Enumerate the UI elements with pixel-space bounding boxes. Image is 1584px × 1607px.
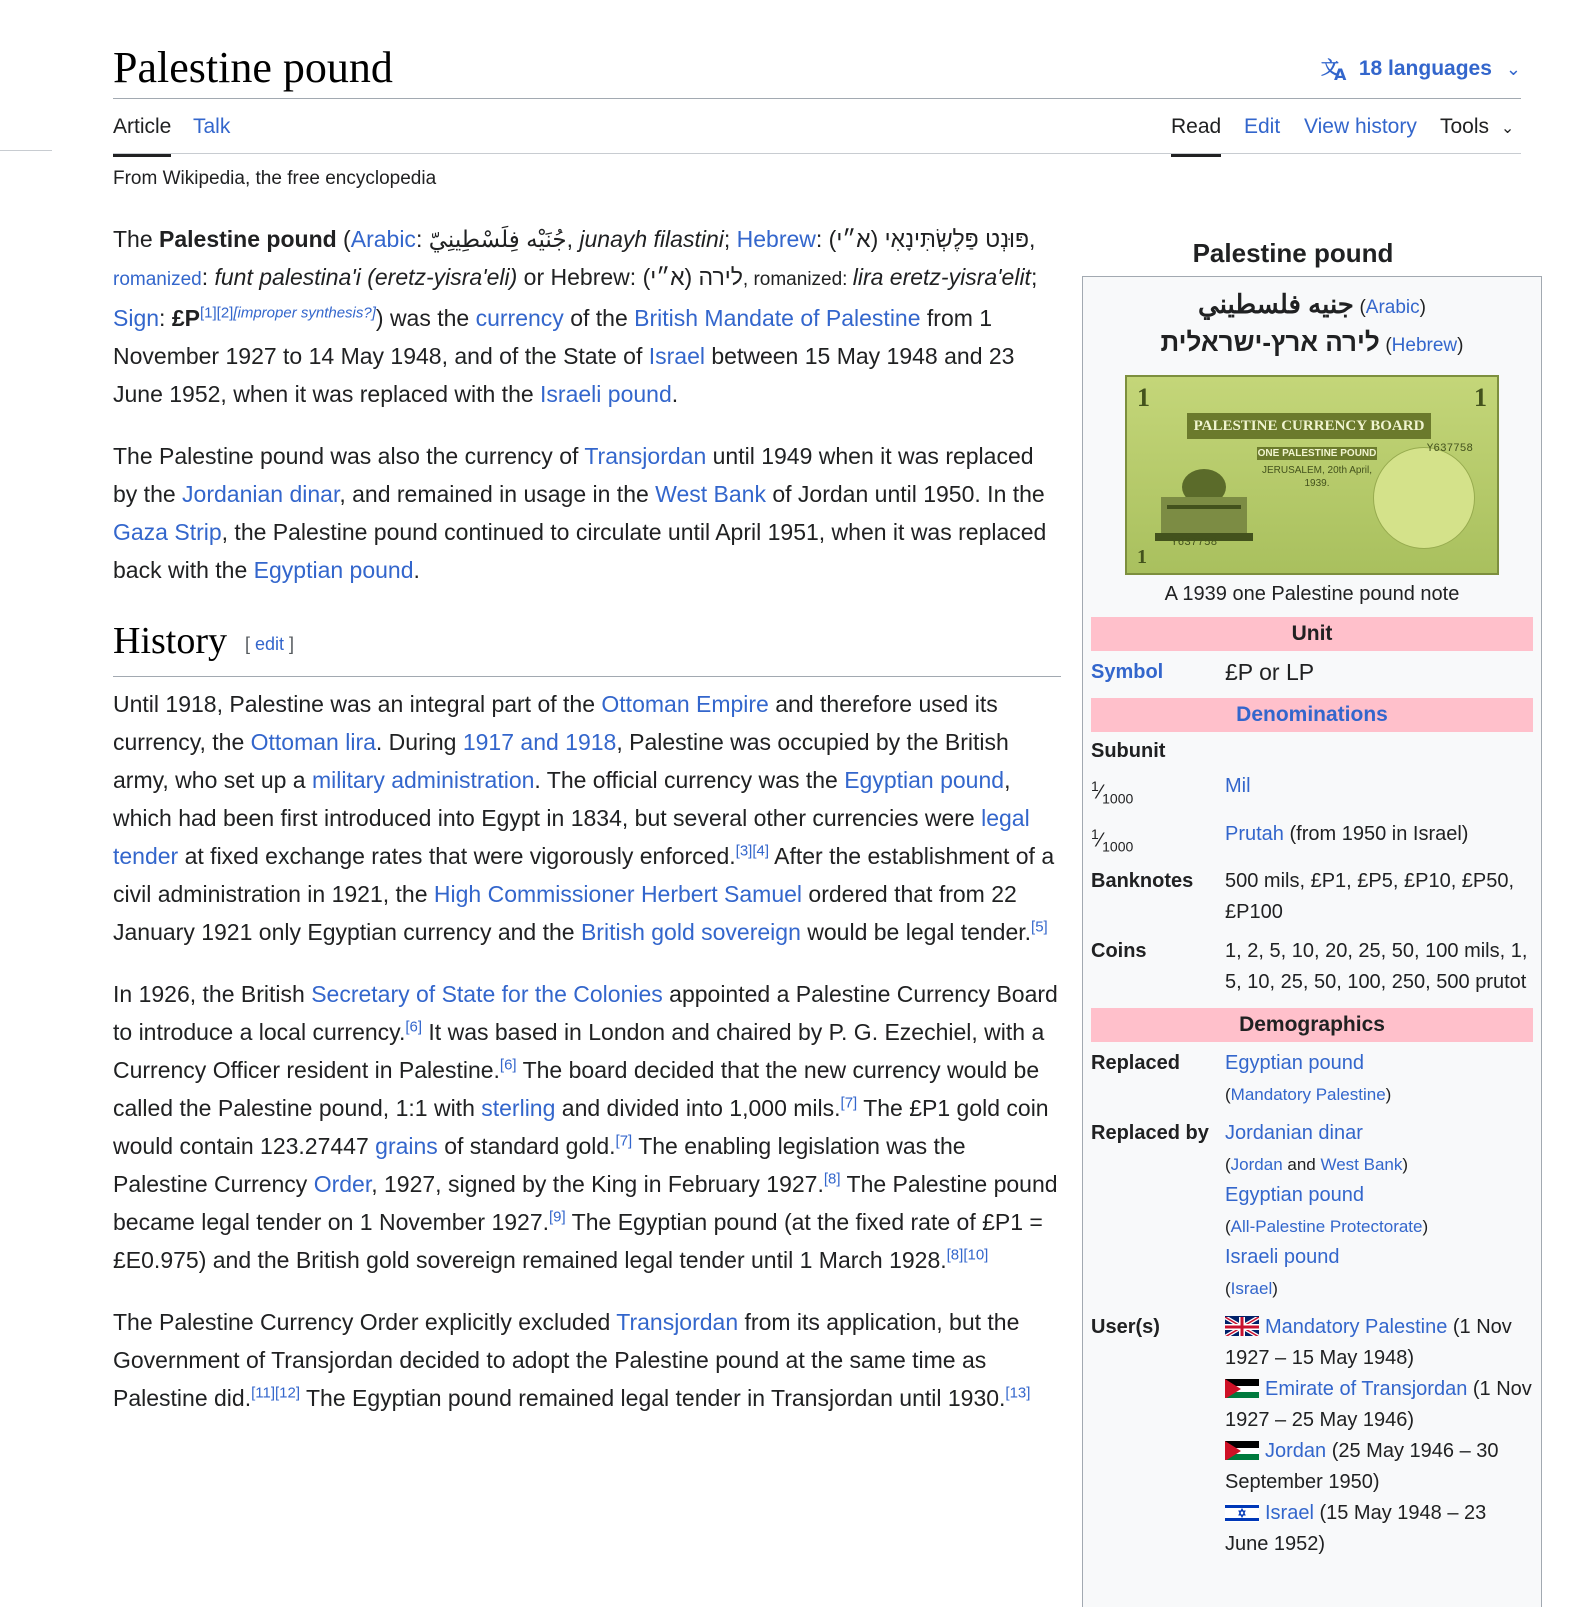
intro-paragraph-1 — [113, 220, 1061, 413]
banknote-board-text: PALESTINE CURRENCY BOARD — [1187, 413, 1431, 439]
replaced-link[interactable]: Egyptian pound — [1225, 1052, 1365, 1075]
arabic-name: جنيه فلسطيني — [1198, 289, 1354, 319]
text: , the Palestine pound continued to circulate until April 1951, when it was replaced back with the — [113, 519, 1047, 583]
text: of Jordan until 1950. In the — [765, 481, 1045, 507]
prutah-link[interactable]: Prutah — [1225, 822, 1284, 845]
text: The board decided that the new currency would be called the Palestine pound, 1:1 with — [113, 1057, 1040, 1122]
banknotes-key: Banknotes — [1091, 870, 1194, 893]
text: In 1926, the British — [113, 981, 312, 1008]
bold-term: Palestine pound — [159, 226, 337, 252]
link-grains[interactable]: grains — [375, 1133, 438, 1160]
transjordan-user-link[interactable]: Emirate of Transjordan — [1265, 1378, 1468, 1401]
jordan-flag-icon — [1225, 1440, 1259, 1460]
section-header-denominations[interactable]: Denominations — [1091, 698, 1533, 732]
text: or Hebrew: לירה (א״י) — [517, 264, 743, 290]
text: . The official currency was the — [534, 767, 845, 794]
citation[interactable]: [5] — [1031, 918, 1048, 936]
native-names: جنيه فلسطيني (Arabic) לירה ארץ-ישראלית (Hebrew) — [1160, 289, 1464, 357]
israel-link[interactable]: Israel — [1230, 1279, 1273, 1299]
tools-label[interactable]: Tools — [1440, 115, 1490, 138]
row-subunit — [1091, 736, 1533, 767]
text: appointed a Palestine Currency Board to introduce a local currency. — [113, 981, 1058, 1046]
banknote-city: JERUSALEM, 20th April, 1939. — [1261, 465, 1373, 489]
text: The £P1 gold coin would contain 123.27447 — [113, 1095, 1049, 1160]
text: ; — [723, 226, 737, 252]
uk-flag-icon — [1225, 1316, 1259, 1336]
israeli-pound-link[interactable]: Israeli pound — [1225, 1246, 1340, 1269]
text: ( — [336, 226, 351, 252]
text: from 1 November 1927 to 14 May 1948, and of the State of — [113, 305, 993, 369]
language-count[interactable]: 18 languages — [1358, 57, 1492, 80]
arabic-label-link[interactable]: Arabic — [1365, 297, 1420, 318]
mandatory-palestine-user-link[interactable]: Mandatory Palestine — [1265, 1316, 1448, 1339]
text: and therefore used its currency, the — [113, 691, 998, 756]
text: The Egyptian pound remained legal tender in Transjordan until 1930. — [300, 1385, 1006, 1412]
hebrew-label-link[interactable]: Hebrew — [1391, 335, 1458, 356]
banknote-center-text — [1257, 447, 1377, 490]
infobox-title: Palestine pound — [1192, 238, 1394, 268]
image-caption: A 1939 one Palestine pound note — [1164, 583, 1460, 605]
link-gold-sovereign[interactable]: British gold sovereign — [580, 919, 801, 946]
link-order[interactable]: Order — [313, 1171, 372, 1198]
row-replaced-by: Replaced by Jordanian dinar (Jordan and West Bank) Egyptian pound (All-Palestine Protectorate) Israeli pound (Israel) — [1091, 1118, 1533, 1304]
tab-read[interactable]: Read — [1171, 110, 1221, 157]
text: and — [1282, 1155, 1321, 1175]
west-bank-link[interactable]: West Bank — [1320, 1155, 1403, 1175]
mandatory-palestine-link[interactable]: Mandatory Palestine — [1230, 1085, 1386, 1105]
section-title: History — [113, 620, 227, 662]
text: of standard gold. — [437, 1133, 616, 1160]
link-israel[interactable]: Israel — [648, 343, 705, 369]
text: ) was the — [375, 305, 476, 331]
israel-user-link[interactable]: Israel — [1265, 1502, 1314, 1525]
link-herbert-samuel[interactable]: High Commissioner Herbert Samuel — [433, 881, 803, 908]
section-heading-history — [113, 613, 1061, 677]
symbol-value: £P or LP — [1225, 659, 1315, 685]
text: : — [201, 264, 215, 290]
tools-menu[interactable] — [1440, 110, 1514, 154]
text: , 1927, signed by the King in February 1927. — [371, 1171, 824, 1198]
section-header-unit: Unit — [1091, 617, 1533, 651]
sidebar-divider — [0, 150, 52, 151]
text: , and remained in usage in the — [339, 481, 656, 507]
link-west-bank[interactable]: West Bank — [655, 481, 766, 507]
text: between 15 May 1948 and 23 June 1952, when it was replaced with the — [113, 343, 1015, 407]
row-replaced: Replaced Egyptian pound (Mandatory Palestine) — [1091, 1048, 1533, 1110]
mil-link[interactable]: Mil — [1225, 775, 1251, 797]
row-banknotes — [1091, 866, 1533, 928]
text: , which had been first introduced into Egypt in 1834, but several other currencies were — [113, 767, 1011, 832]
coins-value: 1, 2, 5, 10, 20, 25, 50, 100 mils, 1, 5, 10, 25, 50, 100, 250, 500 prutot — [1225, 940, 1528, 994]
link-israeli-pound[interactable]: Israeli pound — [540, 381, 672, 407]
language-selector[interactable] — [1321, 52, 1521, 86]
link-military-administration[interactable]: military administration — [312, 767, 535, 794]
user-dates: (25 May 1946 – 30 September 1950) — [1225, 1440, 1499, 1494]
link-sterling[interactable]: sterling — [481, 1095, 556, 1122]
history-paragraph-2 — [113, 975, 1061, 1279]
link-gaza-strip[interactable]: Gaza Strip — [113, 519, 222, 545]
section-edit: [ edit ] — [245, 634, 295, 655]
user-dates: (1 Nov 1927 – 25 May 1946) — [1225, 1378, 1532, 1432]
dome-of-the-rock-illustration — [1149, 457, 1259, 547]
row-prutah — [1091, 819, 1533, 863]
text: The Palestine pound was also the currency of — [113, 443, 585, 469]
banknotes-value: 500 mils, £P1, £P5, £P10, £P50, £P100 — [1225, 870, 1515, 924]
arabic-romanization: junayh filastini — [579, 226, 724, 252]
link-currency[interactable]: currency — [475, 305, 564, 331]
jordan-user-link[interactable]: Jordan — [1265, 1440, 1327, 1463]
fraction-den: 1000 — [1102, 790, 1134, 807]
banknote-image[interactable] — [1125, 375, 1499, 575]
citation[interactable]: [7] — [615, 1132, 633, 1150]
edit-section-link[interactable]: edit — [255, 634, 285, 655]
citation[interactable]: [6] — [405, 1018, 423, 1036]
tab-article[interactable]: Article — [113, 110, 171, 157]
text: and divided into 1,000 mils. — [555, 1095, 841, 1122]
text: . — [671, 381, 679, 407]
text: of the — [563, 305, 635, 331]
title-divider — [113, 98, 1521, 99]
user-dates: (1 Nov 1927 – 15 May 1948) — [1225, 1316, 1512, 1370]
chevron-down-icon[interactable]: ⌄ — [1505, 58, 1521, 79]
transjordan-flag-icon — [1225, 1378, 1259, 1398]
history-paragraph-1 — [113, 685, 1061, 951]
citation[interactable]: [7] — [840, 1094, 858, 1112]
fraction-num: 1 — [1091, 825, 1099, 842]
infobox — [1082, 276, 1542, 1607]
citation[interactable]: [1][2] — [199, 304, 234, 322]
translate-icon — [1321, 56, 1351, 82]
replaced-key: Replaced — [1091, 1052, 1180, 1075]
text: The Palestine pound became legal tender on 1 November 1927. — [113, 1171, 1058, 1236]
link-british-mandate[interactable]: British Mandate of Palestine — [634, 305, 921, 331]
citation[interactable]: [8][10] — [946, 1246, 989, 1264]
text: . During — [375, 729, 463, 756]
page-title: Palestine pound — [113, 43, 393, 92]
chevron-down-icon[interactable]: ⌄ — [1500, 120, 1515, 137]
link-arabic[interactable]: Arabic — [350, 226, 416, 252]
text: , Palestine was occupied by the British army, who set up a — [113, 729, 1009, 794]
replaced-by-key: Replaced by — [1091, 1122, 1209, 1145]
jordan-link[interactable]: Jordan — [1230, 1155, 1283, 1175]
coins-key: Coins — [1091, 940, 1147, 963]
text: ; — [1030, 264, 1038, 290]
link-sign[interactable]: Sign — [113, 305, 160, 331]
fraction: $^1⁄_{1000}$ — [1091, 825, 1134, 855]
banknote-serial: Y637758 — [1171, 537, 1218, 549]
text: The — [113, 226, 160, 252]
text: until 1949 when it was replaced by the — [113, 443, 1034, 507]
intro-paragraph-2 — [113, 437, 1061, 589]
watermark-circle — [1373, 447, 1475, 549]
text: ordered that from 22 January 1921 only Egyptian currency and the — [113, 881, 1017, 946]
article-body — [113, 220, 1061, 1441]
banknote-value: ONE PALESTINE POUND — [1257, 448, 1377, 459]
text: After the establishment of a civil administration in 1921, the — [113, 843, 1055, 908]
link-hebrew[interactable]: Hebrew — [736, 226, 816, 252]
text: from its application, but the Government of Transjordan decided to adopt the Palestine pound at the same time as Palestine did. — [113, 1309, 1020, 1412]
tab-edit[interactable]: Edit — [1244, 115, 1281, 138]
svg-text:A: A — [1333, 65, 1347, 82]
all-palestine-link[interactable]: All-Palestine Protectorate — [1230, 1217, 1423, 1237]
link-1917-1918[interactable]: 1917 and 1918 — [462, 729, 617, 756]
text: The Egyptian pound (at the fixed rate of £P1 = £E0.975) and the British gold sovereign remained legal tender until 1 March 1928. — [113, 1209, 1043, 1274]
text: : — [159, 305, 172, 331]
link-egyptian-pound[interactable]: Egyptian pound — [844, 767, 1005, 794]
history-paragraph-3 — [113, 1303, 1061, 1417]
citation[interactable]: [3][4] — [735, 842, 770, 860]
row-mil — [1091, 771, 1533, 815]
citation[interactable]: [13] — [1005, 1384, 1031, 1402]
text: The enabling legislation was the Palestine Currency — [113, 1133, 966, 1198]
citation[interactable]: [8] — [823, 1170, 841, 1188]
corner-numeral: 1 — [1474, 383, 1487, 412]
fraction: $^1⁄_{1000}$ — [1091, 778, 1134, 807]
banknote-serial: Y637758 — [1426, 443, 1473, 455]
corner-numeral: 1 — [1137, 383, 1150, 412]
row-symbol — [1091, 657, 1533, 688]
citation[interactable]: [9] — [549, 1208, 566, 1226]
text: would be legal tender. — [800, 919, 1032, 946]
link-transjordan[interactable]: Transjordan — [616, 1309, 739, 1336]
link-ottoman-empire[interactable]: Ottoman Empire — [601, 691, 769, 718]
egyptian-pound-link[interactable]: Egyptian pound — [1225, 1184, 1365, 1207]
symbol-key-link[interactable]: Symbol — [1091, 661, 1164, 683]
improper-synthesis-tag[interactable]: [improper synthesis?] — [233, 304, 376, 322]
currency-sign: £P — [171, 305, 200, 331]
text: , — [1029, 226, 1036, 252]
text: The Palestine Currency Order explicitly excluded — [113, 1309, 617, 1336]
link-secretary-of-state[interactable]: Secretary of State for the Colonies — [311, 981, 663, 1008]
hebrew-romanization: funt palestina'i (eretz-yisra'eli) — [214, 264, 518, 290]
site-tagline: From Wikipedia, the free encyclopedia — [113, 168, 437, 189]
israel-flag-icon — [1225, 1502, 1259, 1522]
users-key: User(s) — [1091, 1316, 1160, 1339]
tabs-divider — [113, 153, 1521, 154]
hebrew-romanization-2: lira eretz-yisra'elit — [852, 264, 1031, 290]
hebrew-text: : פּוּנְט פַּלֶשְׂתִּינָאִי (א״י) — [815, 226, 1030, 252]
link-legal-tender[interactable]: legal tender — [113, 805, 1030, 870]
fraction-den: 1000 — [1102, 838, 1134, 855]
citation[interactable]: [11][12] — [251, 1384, 301, 1402]
link-ottoman-lira[interactable]: Ottoman lira — [250, 729, 376, 756]
hebrew-name: לירה ארץ-ישראלית — [1160, 327, 1380, 357]
text: Until 1918, Palestine was an integral part of the — [113, 691, 602, 718]
corner-numeral: 1 — [1137, 546, 1147, 568]
link-jordanian-dinar[interactable]: Jordanian dinar — [182, 481, 340, 507]
row-users — [1091, 1312, 1533, 1560]
text: , romanized: — [742, 269, 853, 290]
prutah-note: (from 1950 in Israel) — [1283, 822, 1469, 845]
svg-text:文: 文 — [1320, 58, 1339, 79]
link-egyptian-pound[interactable]: Egyptian pound — [253, 557, 414, 583]
section-header-demographics: Demographics — [1091, 1008, 1533, 1042]
subunit-key: Subunit — [1091, 740, 1166, 762]
link-romanized[interactable]: romanized — [113, 269, 202, 290]
text: at fixed exchange rates that were vigorously enforced. — [178, 843, 736, 870]
jordanian-dinar-link[interactable]: Jordanian dinar — [1225, 1122, 1363, 1145]
arabic-text: : جُنَيْه فِلَسْطِينِيّ, — [415, 226, 580, 252]
user-dates: (15 May 1948 – 23 June 1952) — [1225, 1502, 1487, 1556]
link-transjordan[interactable]: Transjordan — [584, 443, 707, 469]
row-coins — [1091, 936, 1533, 998]
citation[interactable]: [6] — [499, 1056, 517, 1074]
text: . — [413, 557, 420, 583]
tab-view-history[interactable]: View history — [1304, 115, 1417, 138]
text: It was based in London and chaired by P. G. Ezechiel, with a Currency Officer resident in Palestine. — [113, 1019, 1045, 1084]
tab-talk[interactable]: Talk — [193, 115, 231, 138]
fraction-num: 1 — [1091, 778, 1099, 794]
